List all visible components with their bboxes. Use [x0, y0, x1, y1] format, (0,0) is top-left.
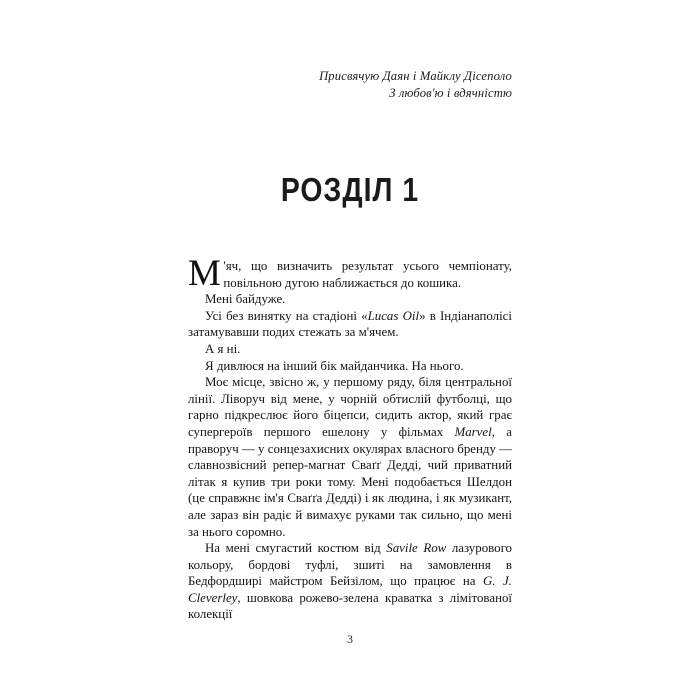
text-run: Моє місце, звісно ж, у першому ряду, біля центральної лінії. Ліворуч від мене, у чорній обтислій футболці, що гарно підкреслює його біцепси, сидить актор, який грає супергероїв першого ешелону у фільмах — [188, 375, 512, 439]
text-run: На мені смугастий костюм від — [205, 541, 387, 556]
text-run: Мені байдуже. — [205, 292, 286, 307]
text-run: , шовкова рожево-зелена краватка з лімітованої колекції — [188, 590, 512, 622]
italic-run: Savile Row — [386, 541, 447, 556]
body-text-block — [188, 253, 513, 623]
body-paragraph — [188, 358, 512, 375]
dedication-block — [188, 68, 512, 102]
body-paragraph — [188, 291, 512, 308]
text-run: » в Індіанаполісі затамувавши подих стежать за м'ячем. — [188, 308, 512, 340]
body-paragraph — [188, 253, 512, 294]
body-paragraph — [188, 308, 512, 341]
text-run: 'яч, що визначить результат усього чемпіонату, повільною дугою наближається до кошика. — [223, 259, 512, 290]
page-number: 3 — [347, 632, 353, 646]
body-paragraph — [188, 374, 512, 540]
body-paragraph — [188, 540, 512, 623]
text-run: лазурового кольору, бордові туфлі, зшиті на замовлення в Бедфордширі майстром Бейзілом, що працює на — [188, 541, 512, 589]
text-run: Усі без винятку на стадіоні « — [205, 308, 368, 323]
italic-run: Marvel — [454, 424, 492, 439]
drop-cap: М — [188, 253, 221, 294]
chapter-heading: РОЗДІЛ 1 — [280, 171, 420, 208]
body-paragraph — [188, 341, 512, 358]
text-run: Я дивлюся на інший бік майданчика. На нього. — [205, 358, 464, 373]
text-run: , а праворуч — у сонцезахисних окулярах власного бренду — славнозвісний репер-магнат Сваґґ Дедді, чий приватний літак я купив три роки тому. Мені подобається Шелдон (це справжнє ім'я Сваґґа Дедді) і як людина, і як музикант, але зараз він радіє й вимахує руками так сильно, що мені за нього соромно. — [188, 424, 513, 539]
dedication-line-2: З любов'ю і вдячністю — [389, 86, 512, 100]
text-run: А я ні. — [205, 341, 241, 356]
italic-run: Lucas Oil — [367, 308, 420, 323]
dedication-line-1: Присвячую Даян і Майклу Дісеполо — [319, 69, 512, 83]
italic-run: G. J. Cleverley — [188, 574, 512, 605]
